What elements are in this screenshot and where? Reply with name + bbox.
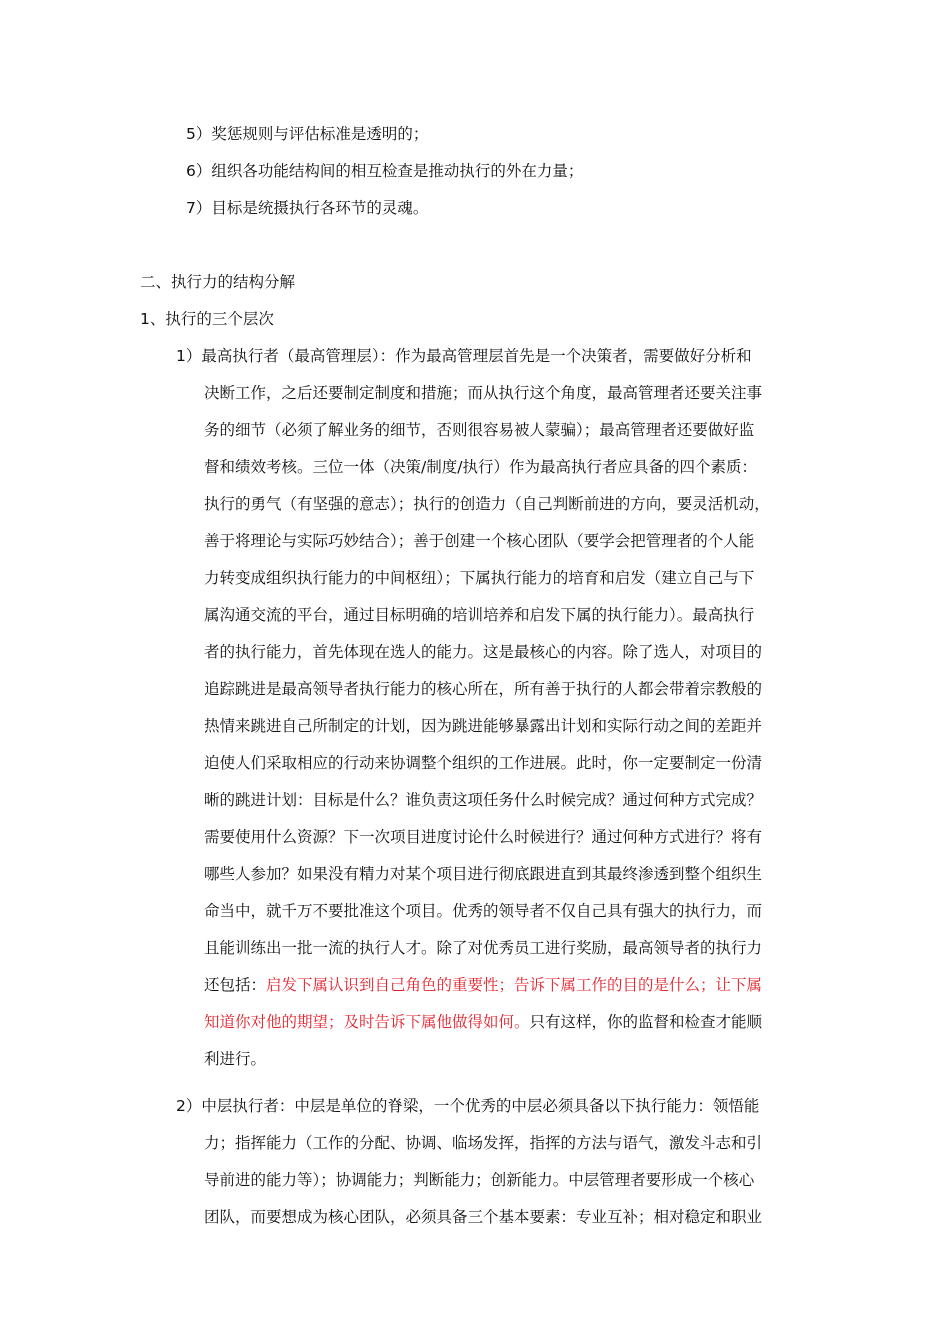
level1-line-7: 力转变成组织执行能力的中间枢纽）；下属执行能力的培育和启发（建立自己与下	[204, 569, 755, 587]
level2-line-3: 导前进的能力等）；协调能力；判断能力；创新能力。中层管理者要形成一个核心	[204, 1171, 755, 1189]
level1-line-5: 执行的勇气（有坚强的意志）；执行的创造力（自己判断前进的方向，要灵活机动，	[204, 495, 770, 513]
highlight-text-2: 知道你对他的期望；及时告诉下属他做得如何。	[204, 1013, 530, 1031]
level1-line-12: 迫使人们采取相应的行动来协调整个组织的工作进展。此时，你一定要制定一份清	[204, 754, 763, 772]
level1-line-16: 命当中，就千万不要批准这个项目。优秀的领导者不仅自己具有强大的执行力，而	[204, 902, 763, 920]
highlight-text-1: 启发下属认识到自己角色的重要性；告诉下属工作的目的是什么；让下属	[266, 976, 763, 994]
section-heading: 二、执行力的结构分解	[140, 273, 296, 291]
level1-line-19-suffix: 只有这样，你的监督和检查才能顺	[529, 1013, 763, 1031]
level1-line-4: 督和绩效考核。三位一体（决策/制度/执行）作为最高执行者应具备的四个素质：	[204, 458, 757, 476]
level2-line-1: 2）中层执行者：中层是单位的脊梁，一个优秀的中层必须具备以下执行能力：领悟能	[176, 1097, 760, 1115]
level1-line-17: 且能训练出一批一流的执行人才。除了对优秀员工进行奖励，最高领导者的执行力	[204, 939, 763, 957]
level1-line-6: 善于将理论与实际巧妙结合）；善于创建一个核心团队（要学会把管理者的个人能	[204, 532, 755, 550]
level1-line-8: 属沟通交流的平台，通过目标明确的培训培养和启发下属的执行能力）。最高执行	[204, 606, 755, 624]
level1-line-10: 追踪跳进是最高领导者执行能力的核心所在，所有善于执行的人都会带着宗教般的	[204, 680, 763, 698]
level2-line-4: 团队，而要想成为核心团队，必须具备三个基本要素：专业互补；相对稳定和职业	[204, 1208, 763, 1226]
sub-heading: 1、执行的三个层次	[140, 310, 274, 328]
level1-line-15: 哪些人参加？如果没有精力对某个项目进行彻底跟进直到其最终渗透到整个组织生	[204, 865, 763, 883]
list-item-6: 6）组织各功能结构间的相互检查是推动执行的外在力量；	[186, 162, 584, 180]
level1-line-1: 1）最高执行者（最高管理层）：作为最高管理层首先是一个决策者，需要做好分析和	[176, 347, 752, 365]
list-item-5: 5）奖惩规则与评估标准是透明的；	[186, 125, 429, 143]
level1-line-18	[204, 975, 762, 995]
level1-line-9: 者的执行能力，首先体现在选人的能力。这是最核心的内容。除了选人，对项目的	[204, 643, 763, 661]
level1-line-13: 晰的跳进计划：目标是什么？谁负责这项任务什么时候完成？通过何种方式完成？	[204, 791, 763, 809]
level1-line-14: 需要使用什么资源？下一次项目进度讨论什么时候进行？通过何种方式进行？将有	[204, 828, 763, 846]
level1-line-11: 热情来跳进自己所制定的计划，因为跳进能够暴露出计划和实际行动之间的差距并	[204, 717, 763, 735]
level1-line-19	[204, 1012, 762, 1032]
level1-line-18-prefix: 还包括：	[204, 976, 267, 994]
level1-line-3: 务的细节（必须了解业务的细节，否则很容易被人蒙骗）；最高管理者还要做好监	[204, 421, 755, 439]
list-item-7: 7）目标是统摄执行各环节的灵魂。	[186, 199, 429, 217]
level1-line-20: 利进行。	[204, 1050, 267, 1068]
level1-line-2: 决断工作，之后还要制定制度和措施；而从执行这个角度，最高管理者还要关注事	[204, 384, 763, 402]
level2-line-2: 力；指挥能力（工作的分配、协调、临场发挥，指挥的方法与语气，激发斗志和引	[204, 1134, 763, 1152]
